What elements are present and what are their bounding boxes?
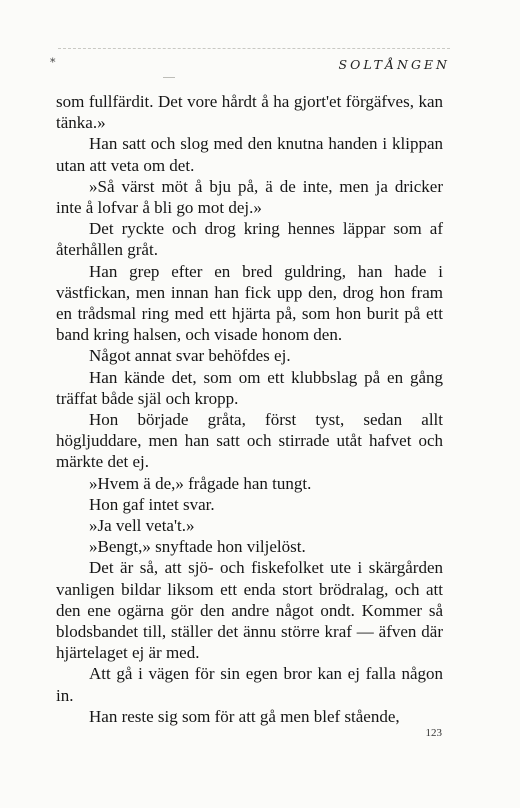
paragraph: »Ja vell veta't.»: [89, 516, 195, 536]
paragraph: som fullfärdit. Det vore hårdt å ha gjort'et förgäfves, kan tänka.»: [56, 92, 443, 133]
paragraph: Att gå i vägen för sin egen bror kan ej falla någon in.: [56, 664, 443, 705]
body-text: [56, 91, 443, 727]
paragraph: Något annat svar behöfdes ej.: [89, 346, 291, 366]
paragraph: Det är så, att sjö- och fiskefolket ute i skärgården vanligen bildar liksom ett enda stort brödralag, och att den ene ogärna gör den andre något ondt. Kommer så blodsbandet till, ställer det ännu större kraf — äfven där hjärtelaget ej är med.: [56, 558, 443, 663]
paragraph: Han kände det, som om ett klubbslag på en gång träffat både själ och kropp.: [56, 367, 443, 408]
paragraph: »Hvem ä de,» frågade han tungt.: [89, 473, 312, 493]
paragraph: Han reste sig som för att gå men blef stående,: [89, 706, 400, 726]
running-head: SOLTÅNGEN: [338, 57, 450, 72]
paragraph: Han satt och slog med den knutna handen i klippan utan att veta om det.: [56, 134, 443, 175]
paragraph: Hon gaf intet svar.: [89, 494, 215, 514]
paragraph: Han grep efter en bred guldring, han hade i västfickan, men innan han fick upp den, drog hon fram en trådsmal ring med ett hjärta på, som hon burit på ett band kring halsen, och visade honom den.: [56, 261, 443, 345]
paragraph: »Bengt,» snyftade hon viljelöst.: [89, 537, 306, 557]
page-number: 123: [425, 727, 442, 739]
header-mark: *: [50, 56, 56, 69]
paragraph: Hon började gråta, först tyst, sedan allt högljuddare, men han satt och stirrade utåt hafvet och märkte det ej.: [56, 410, 443, 472]
top-rule: [58, 48, 450, 49]
header-tick: [163, 77, 175, 78]
paragraph: »Så värst möt å bju på, ä de inte, men ja dricker inte å lofvar å bli go mot dej.»: [56, 176, 443, 218]
paragraph: Det ryckte och drog kring hennes läppar som af återhållen gråt.: [56, 219, 443, 260]
